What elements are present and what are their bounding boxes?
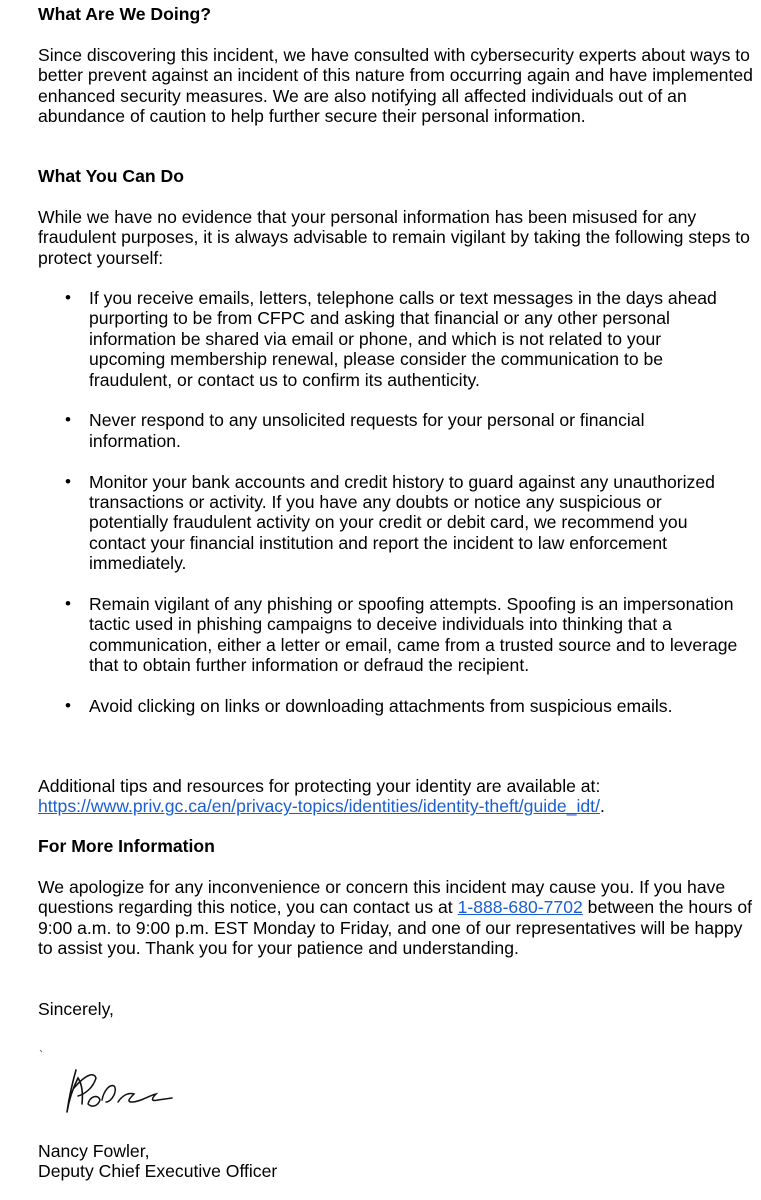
list-item [38, 594, 739, 676]
identity-theft-guide-link[interactable]: https://www.priv.gc.ca/en/privacy-topics/identities/identity-theft/guide_idt/ [38, 796, 600, 817]
bullet-icon: • [65, 410, 71, 430]
paragraph-steps-intro: While we have no evidence that your personal information has been misused for any fraudulent purposes, it is always advisable to remain vigilant by taking the following steps to protect yourself: [38, 207, 750, 268]
list-item-text: Never respond to any unsolicited requests for your personal or financial information. [89, 410, 645, 451]
bullet-icon: • [65, 471, 71, 491]
more-info-text-end: between the hours of 9:00 a.m. to 9:00 p.m. EST Monday to Friday, and one of our representatives will be happy to assist you. Thank you for your patience and understanding. [38, 897, 753, 959]
list-item-text: Avoid clicking on links or downloading attachments from suspicious emails. [89, 696, 673, 717]
list-item [38, 696, 739, 716]
signature-image [38, 1048, 178, 1120]
list-item-text: Remain vigilant of any phishing or spoofing attempts. Spoofing is an impersonation tactic used in phishing campaigns to deceive individuals into thinking that a communication, either a letter or email, came from a trusted source and to leverage that to obtain further information or defraud the recipient. [89, 594, 738, 676]
heading-what-are-we-doing: What Are We Doing? [38, 4, 211, 24]
bullet-icon: • [65, 288, 71, 307]
resources-end: . [599, 796, 605, 817]
bullet-icon: • [65, 594, 71, 614]
heading-for-more-information: For More Information [38, 836, 215, 856]
steps-list [38, 288, 753, 737]
heading-what-you-can-do: What You Can Do [38, 166, 184, 186]
salutation: Sincerely, [38, 999, 114, 1019]
signer-title: Deputy Chief Executive Officer [38, 1161, 278, 1181]
paragraph-more-information [38, 877, 753, 959]
bullet-icon: • [65, 696, 71, 716]
list-item-text: Monitor your bank accounts and credit history to guard against any unauthorized transactions or activity. If you have any doubts or notice any suspicious or potentially fraudulent activity on your credit or debit card, we recommend you contact your financial institution and report the incident to law enforcement immediately. [89, 471, 715, 574]
signer-name: Nancy Fowler, [38, 1141, 150, 1161]
paragraph-what-are-we-doing: Since discovering this incident, we have consulted with cybersecurity experts about ways to better prevent against an incident of this nature from occurring again and have implemented enhanced security measures. We are also notifying all affected individuals out of an abundance of caution to help further secure their personal information. [38, 45, 753, 127]
list-item [38, 410, 739, 451]
more-info-text-start: We apologize for any inconvenience or concern this incident may cause you. If you have questions regarding this notice, you can contact us at [38, 877, 726, 918]
paragraph-resources [38, 776, 753, 817]
resources-text: Additional tips and resources for protecting your identity are available at: [38, 776, 601, 796]
list-item [38, 288, 739, 390]
phone-link[interactable]: 1-888-680-7702 [457, 897, 583, 918]
list-item [38, 472, 739, 574]
list-item-text: If you receive emails, letters, telephone calls or text messages in the days ahead purporting to be from CFPC and asking that financial or any other personal information be shared via email or phone, and which is not related to your upcoming membership renewal, please consider the communication to be fraudulent, or contact us to confirm its authenticity. [89, 288, 717, 390]
